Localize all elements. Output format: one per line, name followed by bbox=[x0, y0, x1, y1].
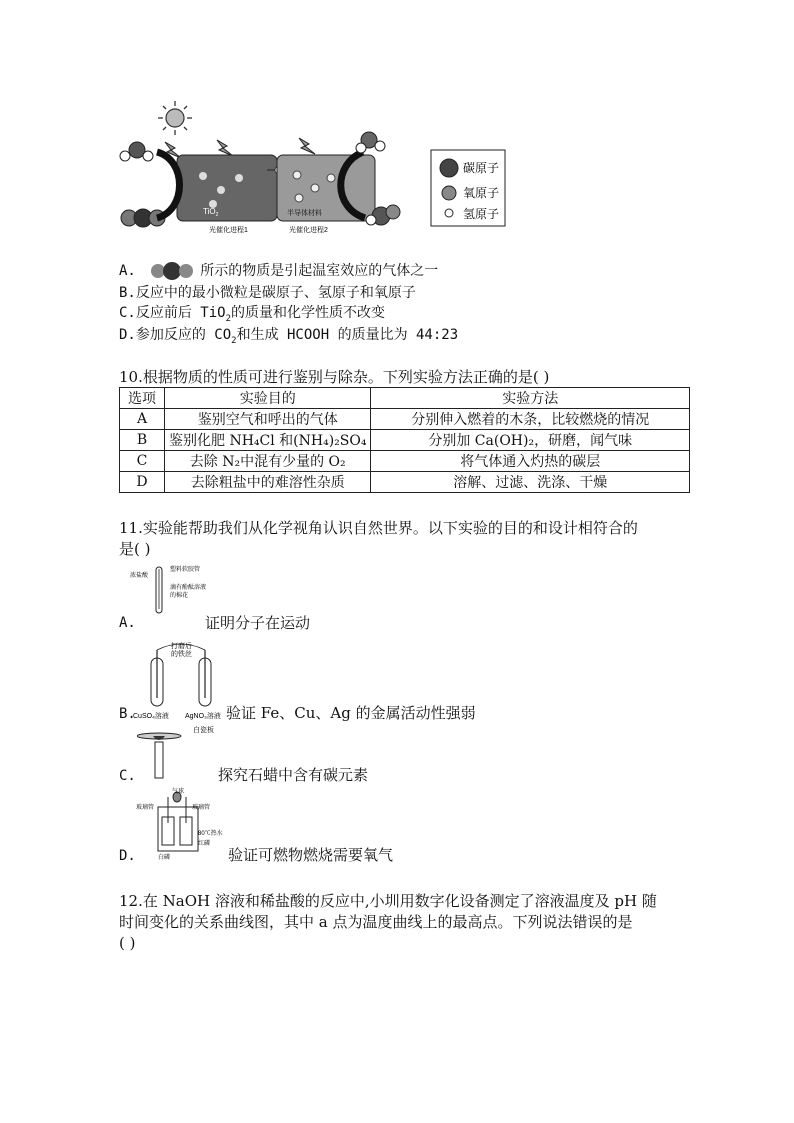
q9-option-d: D.参加反应的 $CO_2$和生成 HCOOH 的质量比为 44:23 bbox=[119, 327, 459, 346]
svg-text:塑料软胶管: 塑料软胶管 bbox=[170, 567, 201, 573]
q11-a-figure bbox=[130, 565, 210, 615]
q11-d-figure bbox=[136, 787, 226, 861]
header-purpose: 实验目的 bbox=[165, 388, 371, 409]
svg-text:打磨后: 打磨后 bbox=[171, 643, 192, 650]
svg-text:白瓷板: 白瓷板 bbox=[193, 727, 214, 734]
q11-c-figure bbox=[137, 726, 227, 782]
arc-arrow-left bbox=[157, 152, 180, 218]
q10-stem: 10.根据物质的性质可进行鉴别与除杂。下列实验方法正确的是( ) bbox=[119, 368, 550, 386]
process1-label: 光催化进程1 bbox=[209, 227, 248, 234]
photocatalysis-diagram bbox=[117, 100, 507, 240]
table-header-row bbox=[120, 388, 690, 409]
q11-stem-line2: 是( ) bbox=[119, 540, 151, 558]
svg-text:AgNO₃溶液: AgNO₃溶液 bbox=[185, 713, 221, 720]
q11-option-a-letter: A. bbox=[119, 615, 136, 631]
formic-acid-molecule-icon bbox=[356, 132, 385, 153]
legend-hydrogen: 氢原子 bbox=[463, 207, 500, 221]
legend-carbon: 碳原子 bbox=[463, 161, 500, 175]
q9-option-a: A. 所示的物质是引起温室效应的气体之一 bbox=[119, 263, 439, 279]
q11-option-c-letter: C. bbox=[119, 768, 136, 784]
svg-text:气球: 气球 bbox=[172, 789, 185, 795]
q11-option-b-letter: B. bbox=[119, 706, 136, 722]
svg-text:浓盐酸: 浓盐酸 bbox=[130, 573, 149, 579]
tio2-label: TiO$_2$ bbox=[203, 207, 219, 218]
svg-text:的棉花: 的棉花 bbox=[170, 593, 189, 599]
q11-stem-line1: 11.实验能帮助我们从化学视角认识自然世界。以下实验的目的和设计相符合的 bbox=[119, 519, 638, 537]
svg-text:玻璃管: 玻璃管 bbox=[136, 805, 155, 811]
q11-option-b-text: 验证 Fe、Cu、Ag 的金属活动性强弱 bbox=[226, 704, 476, 722]
table-row: A 鉴别空气和呼出的气体 分别伸入燃着的木条，比较燃烧的情况 bbox=[120, 409, 690, 430]
tio2-block bbox=[177, 155, 277, 221]
header-option: 选项 bbox=[120, 388, 165, 409]
table-row: C 去除 N₂中混有少量的 O₂ 将气体通入灼热的碳层 bbox=[120, 451, 690, 472]
sun-icon bbox=[158, 101, 192, 135]
process2-label: 光催化进程2 bbox=[289, 227, 328, 234]
table-row: B 鉴别化肥 NH₄Cl 和(NH₄)₂SO₄ 分别加 Ca(OH)₂，研磨，闻气味 bbox=[120, 430, 690, 451]
svg-text:玻璃管: 玻璃管 bbox=[192, 805, 211, 811]
q10-table bbox=[119, 387, 690, 493]
q11-option-a-text: 证明分子在运动 bbox=[205, 614, 311, 632]
svg-text:CuSO₄溶液: CuSO₄溶液 bbox=[133, 713, 169, 720]
photocatalysis-figure bbox=[117, 100, 507, 240]
svg-text:的铁丝: 的铁丝 bbox=[171, 651, 192, 658]
legend-oxygen: 氧原子 bbox=[463, 186, 500, 200]
header-method: 实验方法 bbox=[371, 388, 690, 409]
svg-text:白磷: 白磷 bbox=[158, 855, 171, 861]
q12-line1: 12.在 NaOH 溶液和稀盐酸的反应中,小圳用数字化设备测定了溶液温度及 pH 随 bbox=[119, 892, 657, 910]
q11-option-d-letter: D. bbox=[119, 848, 136, 864]
q11-b-figure bbox=[133, 640, 228, 722]
q9-option-b: B.反应中的最小微粒是碳原子、氢原子和氧原子 bbox=[119, 285, 416, 301]
q12-line3: ( ) bbox=[119, 934, 136, 952]
q12-line2: 时间变化的关系曲线图，其中 a 点为温度曲线上的最高点。下列说法错误的是 bbox=[119, 913, 633, 931]
water-molecule-icon bbox=[120, 142, 153, 161]
q11-option-c-text: 探究石蜡中含有碳元素 bbox=[218, 766, 369, 784]
q11-option-d-text: 验证可燃物燃烧需要氧气 bbox=[228, 846, 394, 864]
q9-option-c: C.反应前后 TiO$_2$的质量和化学性质不改变 bbox=[119, 305, 385, 324]
svg-text:红磷: 红磷 bbox=[198, 841, 211, 847]
semiconductor-label: 半导体材料 bbox=[287, 210, 322, 217]
svg-text:80℃热水: 80℃热水 bbox=[198, 831, 223, 837]
co2-molecule-inline-icon bbox=[144, 262, 200, 280]
svg-text:滴有酚酞溶液: 滴有酚酞溶液 bbox=[170, 585, 207, 591]
table-row: D 去除粗盐中的难溶性杂质 溶解、过滤、洗涤、干燥 bbox=[120, 472, 690, 493]
